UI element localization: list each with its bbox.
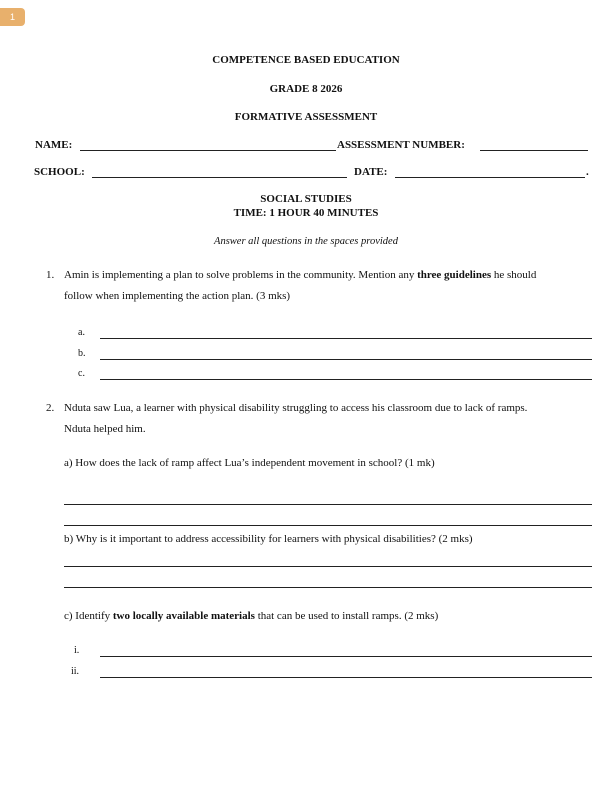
time-allowed: TIME: 1 HOUR 40 MINUTES	[233, 207, 379, 219]
name-field[interactable]	[80, 150, 336, 151]
question-2a: a) How does the lack of ramp affect Lua’s independent movement in school? (1 mk)	[64, 457, 435, 469]
answer-label: i.	[74, 645, 80, 656]
q1-text-part: he should	[491, 269, 537, 281]
question-1-number: 1.	[46, 269, 55, 281]
question-2-number: 2.	[46, 402, 55, 414]
answer-line-2a-2[interactable]	[64, 525, 592, 526]
answer-line-2c-i[interactable]	[100, 656, 592, 657]
answer-line-1a[interactable]	[100, 338, 592, 339]
q2c-text-part: that can be used to install ramps. (2 mks)	[254, 610, 439, 622]
question-2c	[64, 610, 438, 622]
header-grade: GRADE 8 2026	[269, 83, 343, 95]
page-number-badge[interactable]: 1	[0, 8, 25, 26]
school-label: SCHOOL:	[34, 166, 85, 178]
header-assessment: FORMATIVE ASSESSMENT	[234, 111, 378, 123]
answer-line-2b-2[interactable]	[64, 587, 592, 588]
q1-text-part: Amin is implementing a plan to solve problems in the community. Mention any	[64, 269, 418, 281]
answer-label: c.	[78, 368, 85, 379]
question-2-text: Nduta saw Lua, a learner with physical disability struggling to access his classroom due to lack of ramps.	[64, 402, 528, 414]
date-label: DATE:	[354, 166, 388, 178]
header-title: COMPETENCE BASED EDUCATION	[212, 54, 400, 66]
answer-line-2c-ii[interactable]	[100, 677, 592, 678]
q2c-text-part: c) Identify	[64, 610, 113, 622]
subject-title: SOCIAL STUDIES	[260, 193, 352, 205]
school-field[interactable]	[92, 177, 347, 178]
q2c-bold: two locally available materials	[112, 610, 255, 622]
answer-line-2a-1[interactable]	[64, 504, 592, 505]
answer-label: ii.	[71, 666, 80, 677]
assessment-number-label: ASSESSMENT NUMBER:	[337, 139, 465, 151]
answer-line-2b-1[interactable]	[64, 566, 592, 567]
date-field[interactable]	[395, 177, 585, 178]
answer-line-1c[interactable]	[100, 379, 592, 380]
name-label: NAME:	[35, 139, 73, 151]
date-period: .	[586, 166, 589, 178]
answer-label: a.	[78, 327, 85, 338]
question-2-text-line2: Nduta helped him.	[64, 423, 146, 435]
question-2b: b) Why is it important to address accessibility for learners with physical disabilities? (2 mks)	[64, 533, 473, 545]
question-1-text	[64, 269, 536, 281]
q1-bold: three guidelines	[417, 269, 492, 281]
instructions: Answer all questions in the spaces provided	[214, 236, 398, 247]
question-1-text-line2: follow when implementing the action plan. (3 mks)	[64, 290, 291, 302]
answer-label: b.	[78, 348, 86, 359]
answer-line-1b[interactable]	[100, 359, 592, 360]
assessment-number-field[interactable]	[480, 150, 588, 151]
